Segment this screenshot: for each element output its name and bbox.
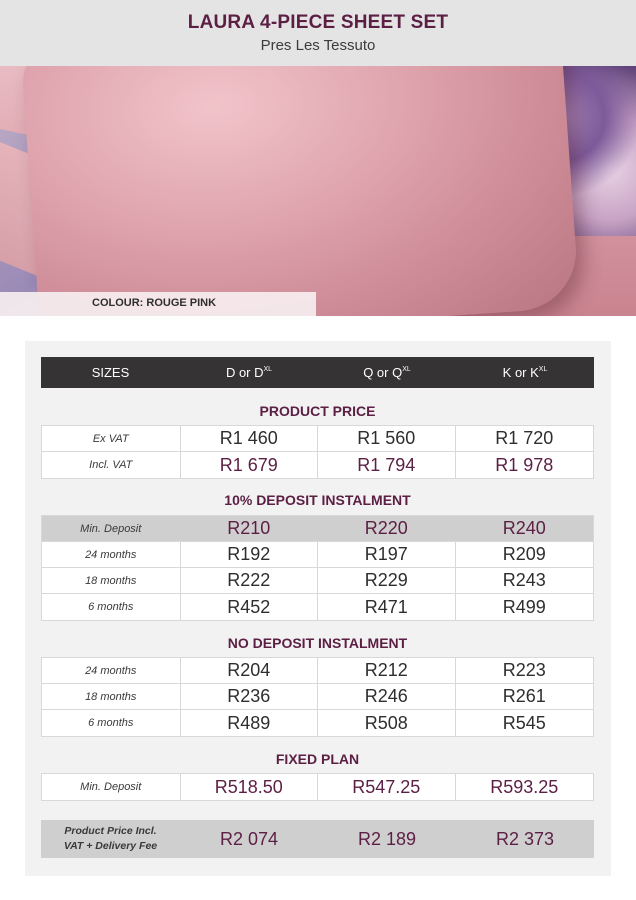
table-row [42,426,593,452]
row-label: 24 months [42,542,181,567]
price-cell: R197 [318,542,456,567]
price-cell: R1 720 [495,428,554,448]
table-row [42,774,593,800]
table-row [42,568,593,594]
sizes-label: SIZES [91,365,130,380]
price-cell: R222 [181,568,319,593]
row-label: Ex VAT [42,426,181,451]
total-label-line1: Product Price Incl. [64,825,157,837]
size-queen-sup: XL [402,366,411,373]
product-brand: Pres Les Tessuto [260,37,376,54]
price-cell: R1 794 [318,452,456,478]
price-cell: R593.25 [490,776,559,797]
row-label: 18 months [42,568,181,593]
pillowcase-graphic [20,66,580,316]
product-title: LAURA 4-PIECE SHEET SET [187,12,449,33]
total-price-cell: R2 074 [219,828,279,849]
price-cell: R192 [181,542,319,567]
price-cell: R499 [502,596,546,617]
row-label: 24 months [42,658,181,683]
table-row [42,516,593,542]
price-cell: R471 [318,594,456,620]
total-price-cell: R2 373 [495,828,555,849]
price-cell: R1 560 [318,426,456,451]
size-double-sup: XL [263,366,273,373]
table-row [42,452,593,478]
size-king-sup: XL [538,366,548,373]
price-cell: R1 679 [181,452,319,478]
pricing-panel [25,341,611,876]
price-cell: R220 [364,518,408,538]
sizes-header-row [41,357,594,388]
size-queen [318,357,456,388]
deposit-instalment-table [41,515,594,621]
row-label: Min. Deposit [80,522,142,535]
section-title-product-price: PRODUCT PRICE [259,403,376,419]
product-photo [0,66,636,316]
page-header [0,0,636,66]
price-cell: R229 [318,568,456,593]
table-row [42,594,593,620]
price-cell: R236 [181,684,319,709]
total-label [41,820,180,858]
size-double [180,357,318,388]
size-king [456,357,594,388]
table-row [42,684,593,710]
price-cell: R489 [181,710,319,736]
size-queen-label: Q or Q [363,365,403,380]
table-row [42,542,593,568]
price-cell: R223 [502,660,546,680]
row-label: 6 months [42,594,181,620]
price-cell: R209 [502,544,546,564]
total-label-line2: VAT + Delivery Fee [63,840,158,852]
section-title-fixed-plan: FIXED PLAN [275,751,360,767]
size-king-label: K or K [502,365,539,380]
product-price-table [41,425,594,479]
row-label: 6 months [42,710,181,736]
colour-label: COLOUR: ROUGE PINK [92,297,217,309]
size-double-label: D or D [225,365,264,380]
table-row [42,710,593,736]
price-cell: R518.50 [181,774,319,800]
total-price-row [41,820,594,858]
price-cell: R204 [181,658,319,683]
price-cell: R1 460 [181,426,319,451]
price-cell: R243 [502,570,546,590]
row-label: 18 months [42,684,181,709]
table-row [42,658,593,684]
section-title-no-deposit-instalment: NO DEPOSIT INSTALMENT [227,635,408,651]
price-cell: R210 [227,518,271,538]
price-cell: R508 [318,710,456,736]
price-cell: R545 [502,712,546,733]
price-cell: R240 [502,518,546,538]
price-cell: R452 [181,594,319,620]
total-price-cell: R2 189 [357,828,417,849]
section-title-deposit-instalment: 10% DEPOSIT INSTALMENT [224,492,411,508]
price-cell: R1 978 [495,454,554,475]
price-cell: R246 [318,684,456,709]
row-label: Min. Deposit [42,774,181,800]
price-cell: R212 [318,658,456,683]
no-deposit-instalment-table [41,657,594,737]
fixed-plan-table [41,773,594,801]
row-label: Incl. VAT [42,452,181,478]
price-cell: R261 [502,686,546,706]
price-cell: R547.25 [318,774,456,800]
colour-label-banner [0,292,316,316]
